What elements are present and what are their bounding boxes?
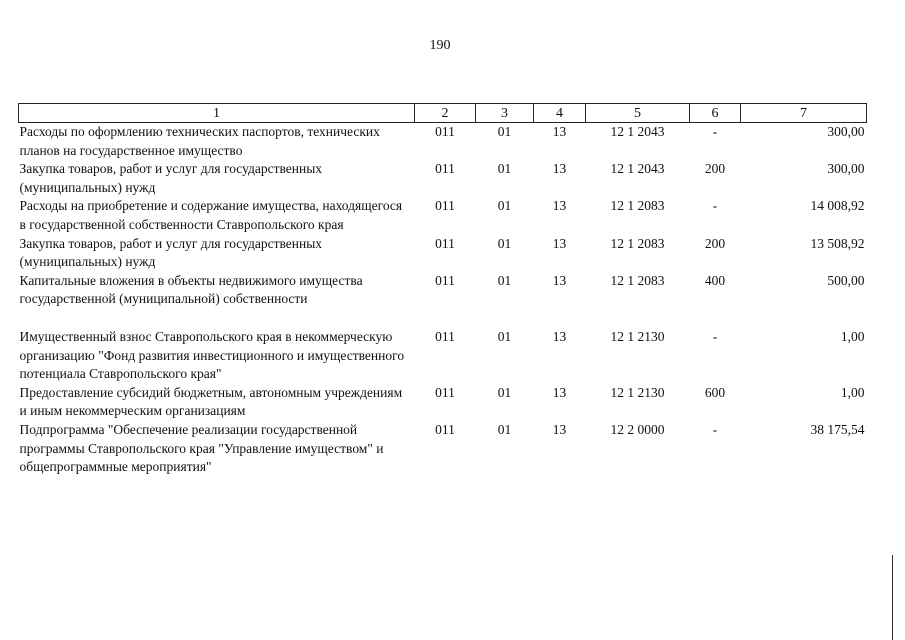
row-code-5: 12 1 2043 (610, 124, 665, 139)
row-code-2: 011 (435, 161, 455, 177)
table-row (19, 197, 867, 234)
row-amount: 300,00 (827, 161, 865, 177)
header-col-3: 3 (476, 104, 534, 123)
row-code-4: 13 (552, 421, 567, 437)
row-code-6: 400 (704, 272, 726, 288)
row-code-4: 13 (552, 272, 567, 288)
header-col-2: 2 (415, 104, 476, 123)
header-col-4: 4 (534, 104, 586, 123)
row-amount: 13 508,92 (810, 235, 865, 251)
header-col-1: 1 (19, 104, 415, 123)
row-name: Расходы по оформлению технических паспортов, технических планов на государственное имущество (19, 124, 380, 158)
page-number: 190 (429, 38, 451, 53)
row-name: Предоставление субсидий бюджетным, автономным учреждениям и иным некоммерческим организациям (19, 384, 403, 419)
row-code-2: 011 (435, 235, 455, 251)
spacer-cell (19, 309, 867, 328)
row-code-6: 200 (704, 161, 726, 177)
row-code-3: 01 (497, 124, 512, 139)
spacer-row (19, 309, 867, 328)
row-code-2: 011 (435, 421, 455, 437)
row-code-6: - (712, 421, 718, 437)
row-amount: 1,00 (840, 328, 865, 344)
row-amount: 300,00 (827, 124, 865, 139)
table-row (19, 235, 867, 272)
row-amount: 38 175,54 (810, 421, 865, 437)
row-code-2: 011 (435, 384, 455, 400)
row-code-6: 200 (704, 235, 726, 251)
row-name: Закупка товаров, работ и услуг для государственных (муниципальных) нужд (19, 235, 323, 270)
row-code-6: - (712, 198, 718, 214)
row-amount: 1,00 (840, 384, 865, 400)
row-code-3: 01 (497, 328, 512, 344)
row-code-2: 011 (435, 272, 455, 288)
row-amount: 500,00 (827, 272, 865, 288)
table-row (19, 328, 867, 384)
row-code-5: 12 1 2130 (610, 384, 665, 400)
header-col-5: 5 (586, 104, 690, 123)
row-code-6: - (712, 328, 718, 344)
row-name: Расходы на приобретение и содержание имущества, находящегося в государственной собственности Ставропольского края (19, 198, 403, 232)
header-col-7: 7 (741, 104, 867, 123)
row-code-2: 011 (435, 328, 455, 344)
row-code-4: 13 (552, 198, 567, 214)
row-code-5: 12 1 2083 (610, 272, 665, 288)
row-code-4: 13 (552, 124, 567, 139)
row-code-2: 011 (435, 198, 455, 214)
row-code-5: 12 2 0000 (610, 421, 665, 437)
row-code-5: 12 1 2083 (610, 235, 665, 251)
header-col-6: 6 (690, 104, 741, 123)
row-code-3: 01 (497, 384, 512, 400)
row-code-4: 13 (552, 328, 567, 344)
table-row (19, 272, 867, 309)
row-name: Имущественный взнос Ставропольского края в некоммерческую организацию "Фонд развития инвестиционного и имущественного потенциала Ставропольского края" (19, 328, 405, 382)
table-row (19, 123, 867, 161)
row-code-3: 01 (497, 235, 512, 251)
row-code-3: 01 (497, 272, 512, 288)
scan-edge-line (892, 555, 893, 640)
row-name: Подпрограмма "Обеспечение реализации государственной программы Ставропольского края "Управление имуществом" и общепрограммные мероприятия" (19, 421, 384, 475)
row-code-3: 01 (497, 198, 512, 214)
row-code-5: 12 1 2083 (610, 198, 665, 214)
row-code-5: 12 1 2130 (610, 328, 665, 344)
row-amount: 14 008,92 (810, 198, 865, 214)
row-code-4: 13 (552, 161, 567, 177)
row-name: Капитальные вложения в объекты недвижимого имущества государственной (муниципальной) собственности (19, 272, 363, 307)
row-code-4: 13 (552, 384, 567, 400)
row-code-5: 12 1 2043 (610, 161, 665, 177)
table-header-row (19, 104, 867, 123)
row-code-2: 011 (435, 124, 455, 139)
table-row (19, 421, 867, 477)
row-code-4: 13 (552, 235, 567, 251)
table-row (19, 160, 867, 197)
row-name: Закупка товаров, работ и услуг для государственных (муниципальных) нужд (19, 161, 323, 195)
row-code-3: 01 (497, 421, 512, 437)
row-code-6: 600 (704, 384, 726, 400)
table-row (19, 384, 867, 421)
row-code-3: 01 (497, 161, 512, 177)
row-code-6: - (712, 124, 718, 139)
budget-table (18, 103, 867, 477)
